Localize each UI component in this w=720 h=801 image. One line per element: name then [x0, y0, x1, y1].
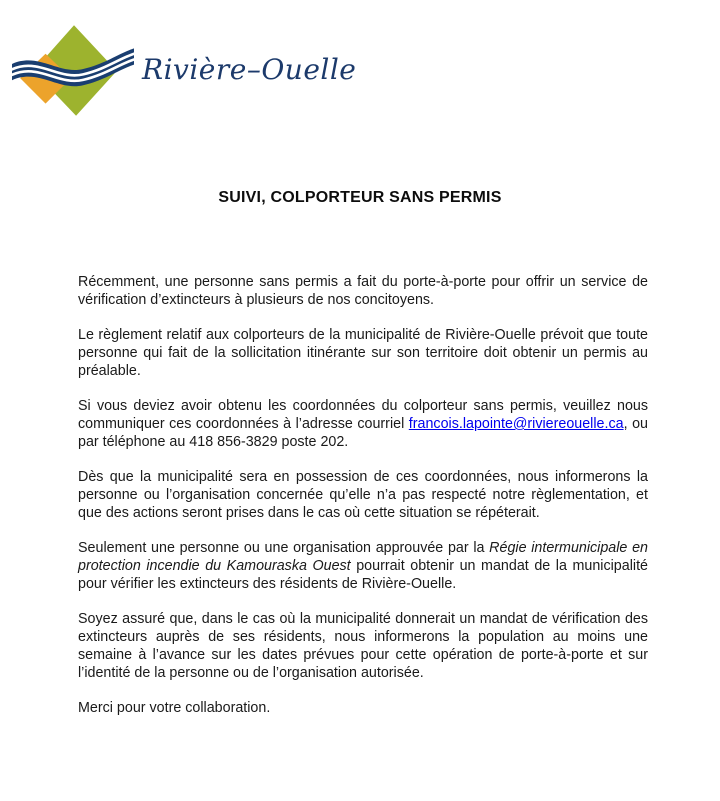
paragraph-3 — [78, 397, 648, 451]
paragraph-4: Dès que la municipalité sera en possession de ces coordonnées, nous informerons la personne ou l’organisation concernée qu’elle n’a pas respecté notre règlementation, et que des actions seront prises dans le cas où cette situation se répéterait. — [78, 469, 648, 521]
letter-body — [78, 273, 648, 717]
paragraph-3-text-before: Si vous deviez avoir obtenu les coordonnées du colporteur sans permis, veuillez nous communiquer ces coordonnées à l’adresse courriel — [78, 398, 648, 432]
paragraph-3-text-after: , ou par téléphone au 418 856-3829 poste 202. — [78, 416, 648, 450]
paragraph-2: Le règlement relatif aux colporteurs de la municipalité de Rivière-Ouelle prévoit que toute personne qui fait de la sollicitation itinérante sur son territoire doit obtenir un permis au préalable. — [78, 327, 648, 379]
paragraph-6: Soyez assuré que, dans le cas où la municipalité donnerait un mandat de vérification des extincteurs auprès de ses résidents, nous informerons la population au moins une semaine à l’avance sur les dates prévues pour cette opération de porte-à-porte et sur l’identité de la personne ou de l’organisation autorisée. — [78, 611, 648, 681]
paragraph-1: Récemment, une personne sans permis a fait du porte-à-porte pour offrir un service de vérification d’extincteurs à plusieurs de nos concitoyens. — [78, 274, 648, 308]
paragraph-5-text-after: pourrait obtenir un mandat de la municipalité pour vérifier les extincteurs des résidents de Rivière-Ouelle. — [78, 558, 648, 592]
email-link[interactable]: francois.lapointe@riviereouelle.ca — [408, 416, 624, 432]
brand-header — [12, 20, 356, 118]
paragraph-5 — [78, 539, 648, 593]
municipality-logo-icon — [12, 20, 134, 118]
document-title: SUIVI, COLPORTEUR SANS PERMIS — [218, 189, 502, 206]
paragraph-5-text-before: Seulement une personne ou une organisation approuvée par la — [78, 540, 490, 556]
logo-wordmark: Rivière–Ouelle — [142, 52, 357, 86]
regie-name-italic: Régie intermunicipale en protection incendie du Kamouraska Ouest — [78, 540, 648, 574]
closing-line: Merci pour votre collaboration. — [78, 700, 271, 716]
